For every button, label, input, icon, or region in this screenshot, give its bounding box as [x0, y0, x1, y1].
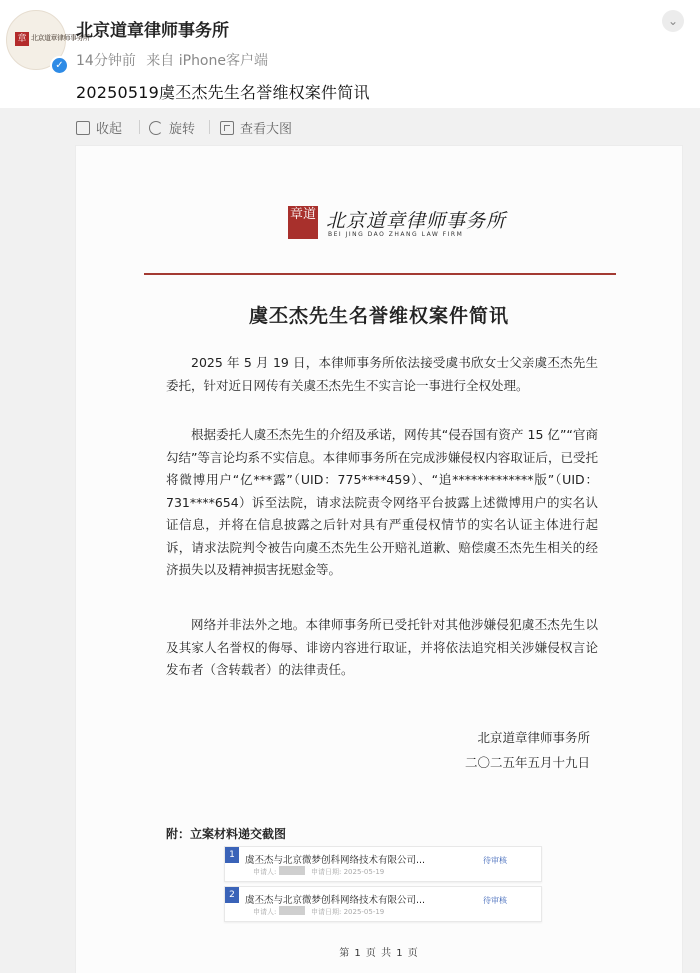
- case-name: 虞丕杰与北京微梦创科网络技术有限公司...: [245, 855, 426, 866]
- toolbar-divider: [139, 120, 140, 134]
- firm-seal-icon: 章道: [288, 206, 318, 239]
- paragraph-1: 2025 年 5 月 19 日，本律师事务所依法接受虞书欣女士父亲虞丕杰先生委托，针对近日网传有关虞丕杰先生不实言论一事进行全权处理。: [166, 355, 598, 393]
- case-row: [224, 886, 542, 922]
- collapse-icon: [76, 121, 90, 135]
- toolbar-divider: [209, 120, 210, 134]
- firm-logo-name: 北京道章律师事务所: [326, 210, 507, 232]
- case-number: 2: [225, 887, 239, 903]
- document-image[interactable]: [76, 146, 682, 973]
- view-large-icon: [220, 121, 234, 135]
- rotate-icon: [149, 121, 163, 135]
- logo-seal-icon: 章: [15, 32, 29, 46]
- attachment-label: 附：立案材料递交截图: [166, 827, 287, 841]
- post-source[interactable]: 来自 iPhone客户端: [146, 53, 268, 69]
- case-name: 虞丕杰与北京微梦创科网络技术有限公司...: [245, 895, 426, 906]
- firm-logo-pinyin: BEI JING DAO ZHANG LAW FIRM: [328, 231, 464, 238]
- rotate-label: 旋转: [169, 122, 196, 137]
- chevron-down-icon[interactable]: ⌄: [662, 10, 684, 32]
- post-header: [0, 0, 700, 108]
- case-date: 申请日期: 2025-05-19: [311, 908, 385, 916]
- collapse-button[interactable]: [76, 118, 122, 137]
- view-large-button[interactable]: [220, 118, 292, 137]
- post-text: 20250519虞丕杰先生名誉维权案件简讯: [76, 83, 370, 102]
- verified-icon: ✓: [50, 56, 69, 75]
- signature-date: 二〇二五年五月十九日: [464, 755, 590, 770]
- view-large-label: 查看大图: [240, 122, 293, 137]
- paragraph-2: 根据委托人虞丕杰先生的介绍及承诺，网传其“侵吞国有资产 15 亿”“官商勾结”等言论均系不实信息。本律师事务所在完成涉嫌侵权内容取证后，已受托将微博用户“亿***露”（UID：775****459）、“追*************版”（UID：731****654）诉至法院，请求法院责令网络平台披露上述微博用户的实名认证信息，并将在信息披露之后针对具有严重侵权情节的实名认证主体进行起诉，请求法院判令被告向虞丕杰先生公开赔礼道歉、赔偿虞丕杰先生相关的经济损失以及精神损害抚慰金等。: [166, 427, 598, 577]
- case-row: [224, 846, 542, 882]
- post-time: 14分钟前: [76, 53, 136, 69]
- paragraph-3: 网络并非法外之地。本律师事务所已受托针对其他涉嫌侵犯虞丕杰先生以及其家人名誉权的侮辱、诽谤内容进行取证，并将依法追究相关涉嫌侵权言论发布者（含转载者）的法律责任。: [166, 617, 598, 677]
- post-meta: [76, 50, 268, 70]
- header-rule: [144, 273, 616, 275]
- collapse-label: 收起: [96, 122, 123, 137]
- case-applicant: 申请人:: [253, 868, 277, 876]
- rotate-button[interactable]: [149, 118, 195, 137]
- case-date: 申请日期: 2025-05-19: [311, 868, 385, 876]
- redacted-block: [279, 866, 305, 875]
- case-status: 待审核: [483, 896, 507, 905]
- author-name[interactable]: 北京道章律师事务所: [76, 21, 229, 41]
- avatar-logo-text: 北京道章律师事务所: [31, 34, 90, 42]
- image-toolbar: [0, 108, 700, 146]
- case-status: 待审核: [483, 856, 507, 865]
- page-info: 第 1 页 共 1 页: [339, 948, 419, 959]
- document-title: 虞丕杰先生名誉维权案件简讯: [248, 305, 509, 327]
- image-panel: [0, 108, 700, 973]
- case-number: 1: [225, 847, 239, 863]
- redacted-block: [279, 906, 305, 915]
- case-applicant: 申请人:: [253, 908, 277, 916]
- signature-org: 北京道章律师事务所: [477, 730, 590, 745]
